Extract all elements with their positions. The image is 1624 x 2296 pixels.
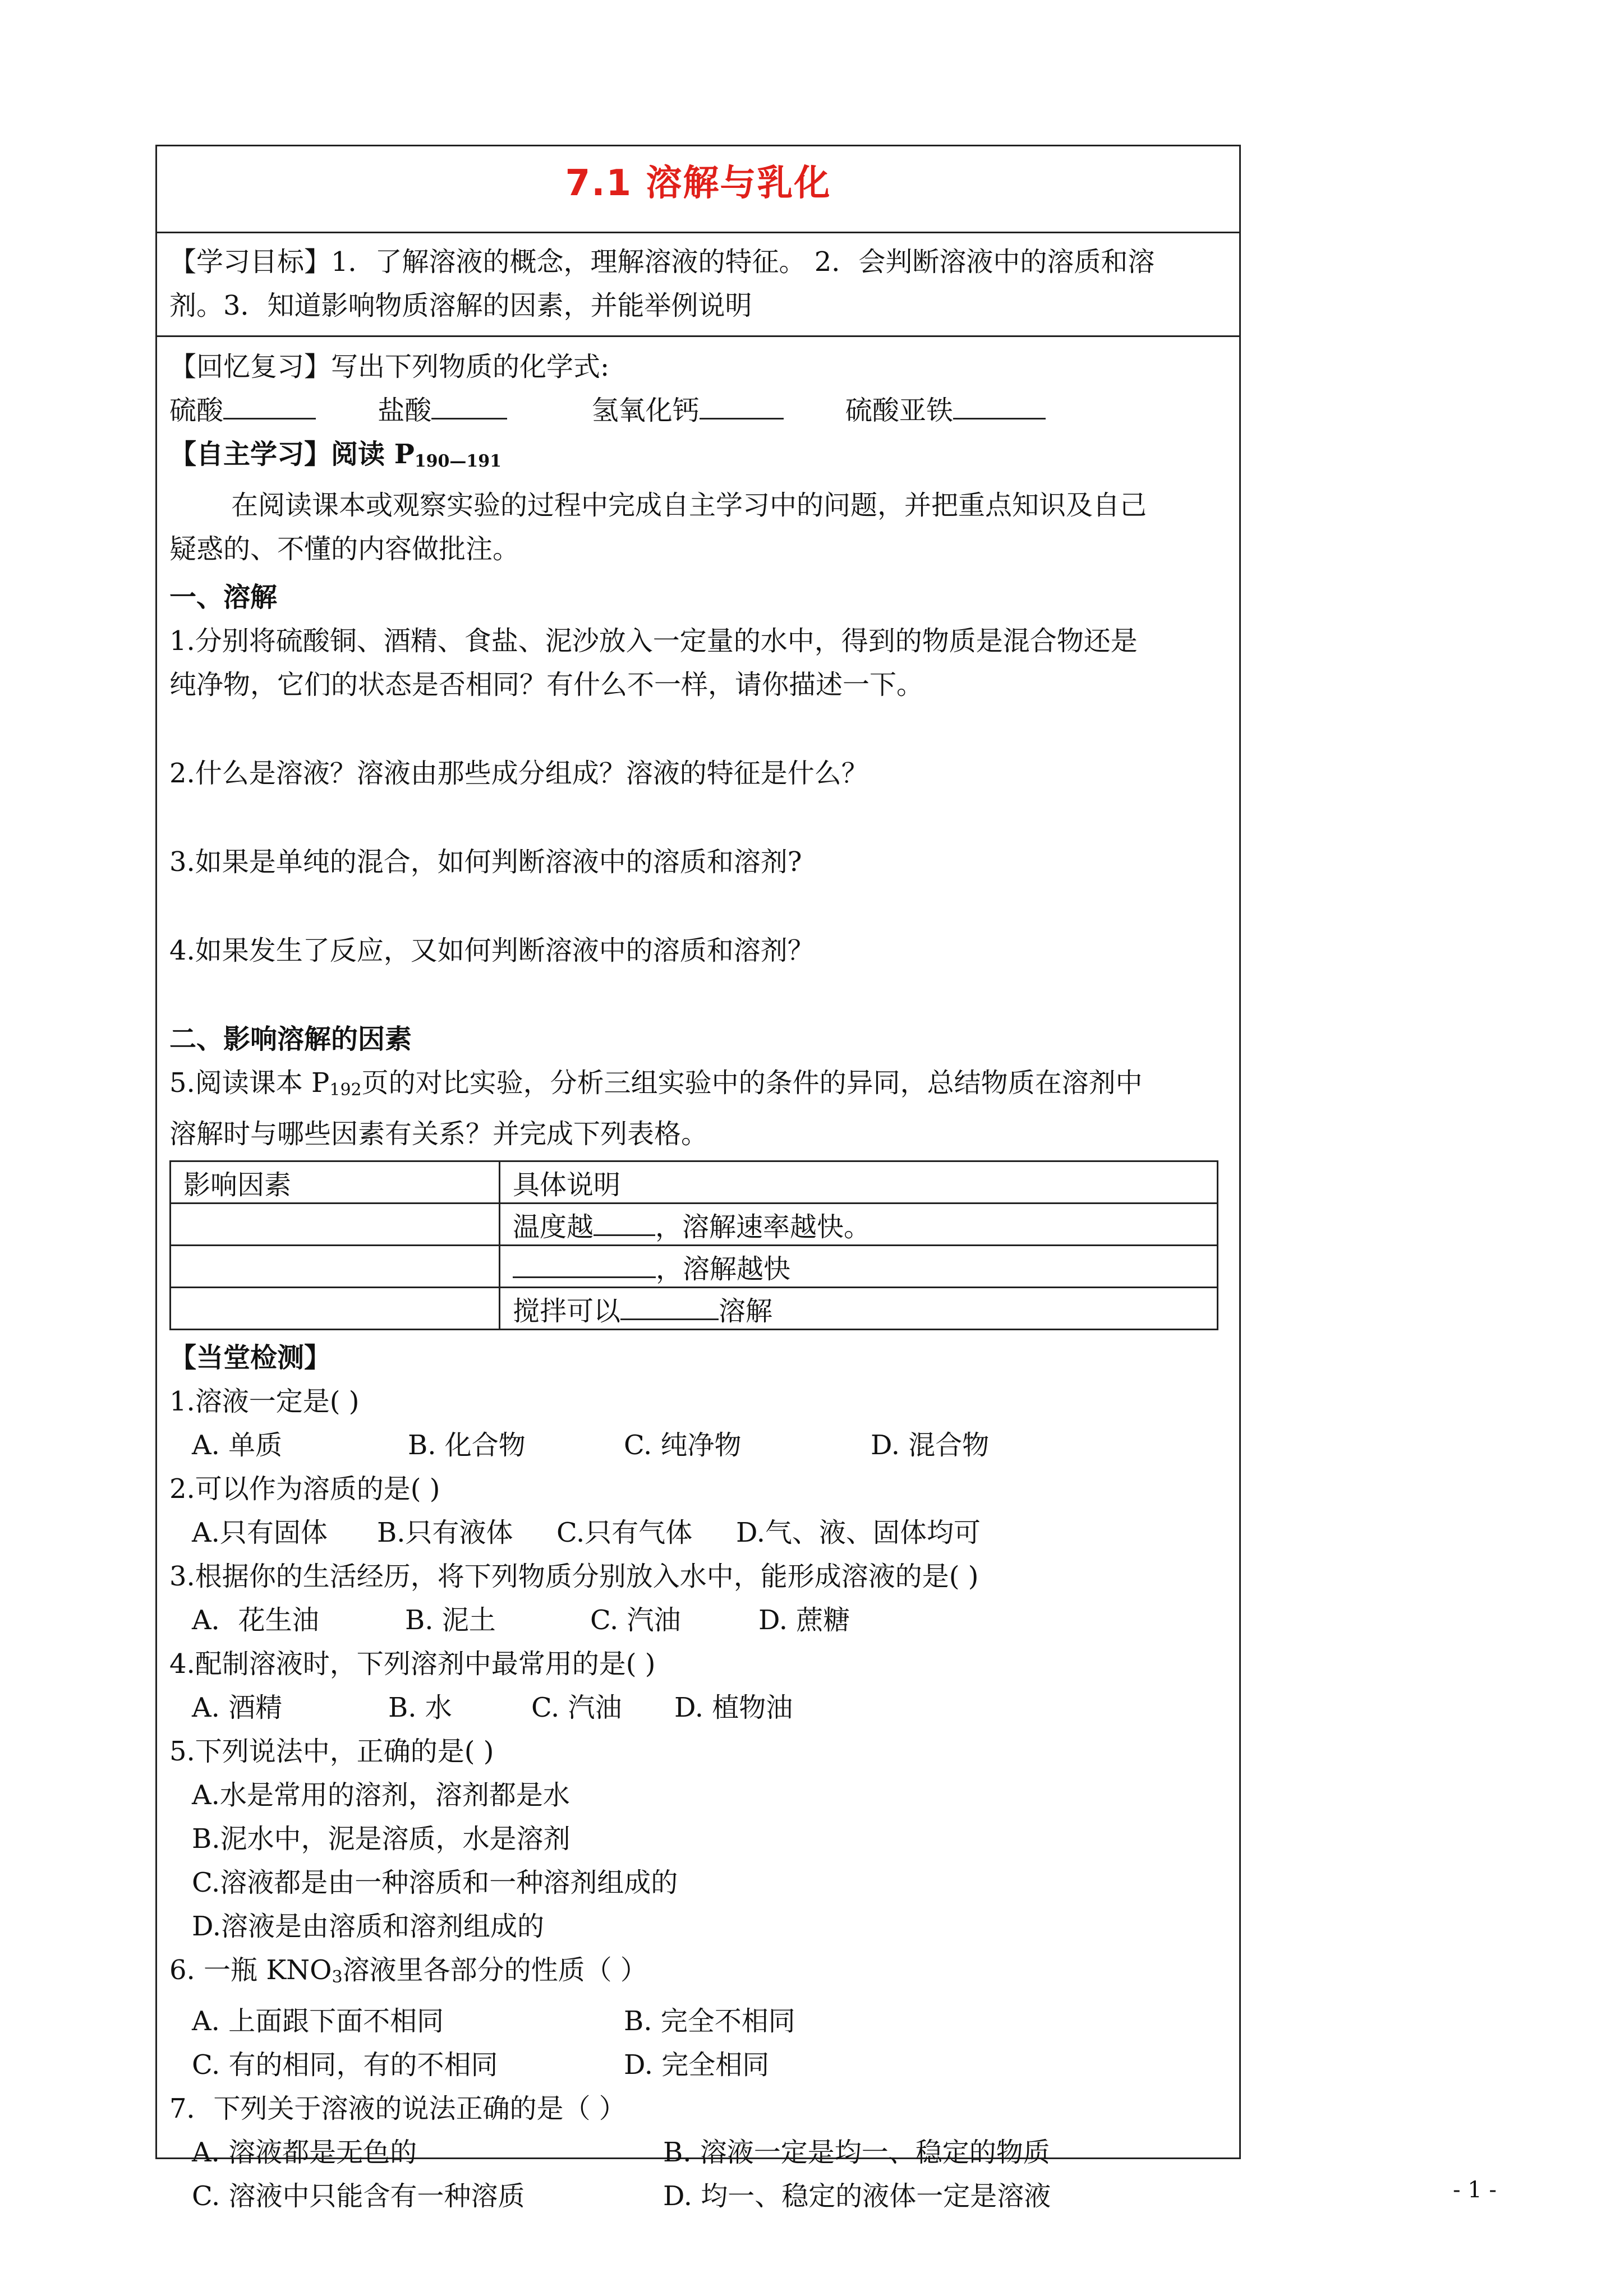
section1-heading: 一、溶解 [169, 582, 278, 613]
test-question-6-options-row-1 [169, 1999, 1229, 2043]
option[interactable]: C. 汽油 [531, 1692, 622, 1723]
option[interactable]: B. 化合物 [408, 1430, 526, 1461]
review-item: 硫酸亚铁 [845, 389, 1046, 432]
option[interactable]: B.泥水中，泥是溶质，水是溶剂 [192, 1823, 571, 1855]
page-number: - 1 - [1453, 2177, 1497, 2203]
review-item: 氢氧化钙 [592, 389, 784, 432]
option[interactable]: D.气、液、固体均可 [736, 1517, 981, 1548]
table-cell-detail: ，溶解越快 [500, 1246, 1218, 1288]
answer-blank[interactable] [431, 394, 507, 419]
test-question-3-options [169, 1598, 1229, 1642]
test-question-6: 6. 一瓶 $KNO_3$溶液里各部分的性质（ ） [169, 1954, 647, 1987]
test-heading: 【当堂检测】 [169, 1342, 332, 1373]
table-cell-detail: 搅拌可以 溶解 [500, 1288, 1218, 1330]
option[interactable]: A. 上面跟下面不相同 [192, 2005, 444, 2037]
option[interactable]: A. 酒精 [192, 1692, 283, 1723]
option[interactable]: B.只有液体 [377, 1517, 513, 1548]
option[interactable]: B. 泥土 [405, 1605, 496, 1636]
objectives-line-1: 【学习目标】1．了解溶液的概念，理解溶液的特征。 2．会判断溶液中的溶质和溶 [169, 246, 1155, 278]
option[interactable]: A.只有固体 [192, 1517, 328, 1548]
self-study-intro-2: 疑惑的、不懂的内容做批注。 [169, 533, 520, 565]
table-cell-detail: 温度越 ，溶解速率越快。 [500, 1204, 1218, 1246]
test-question-7-options-row-2 [169, 2174, 1229, 2218]
factor-table [169, 1160, 1218, 1330]
review-formula-row [169, 389, 1229, 432]
option[interactable]: A. 单质 [192, 1430, 283, 1461]
answer-blank[interactable] [223, 394, 316, 419]
option[interactable]: D. 蔗糖 [758, 1605, 850, 1636]
test-question-7: 7．下列关于溶液的说法正确的是（ ） [169, 2093, 626, 2124]
option[interactable]: D. 完全相同 [624, 2049, 770, 2081]
review-item: 盐酸 [378, 389, 507, 432]
test-question-4-options [169, 1686, 1229, 1730]
answer-blank[interactable] [594, 1211, 655, 1236]
test-question-2: 2.可以作为溶质的是( ) [169, 1473, 440, 1505]
table-row [171, 1204, 1218, 1246]
option[interactable]: D. 均一、稳定的液体一定是溶液 [663, 2180, 1051, 2212]
test-question-2-options [169, 1511, 1229, 1555]
option[interactable]: A．花生油 [192, 1605, 319, 1636]
option[interactable]: C. 汽油 [590, 1605, 681, 1636]
option[interactable]: D. 植物油 [674, 1692, 793, 1723]
table-row [171, 1246, 1218, 1288]
table-cell-factor[interactable] [171, 1288, 500, 1330]
option[interactable]: A.水是常用的溶剂，溶剂都是水 [192, 1779, 570, 1811]
test-question-7-options-row-1 [169, 2131, 1229, 2174]
table-header-cell: 具体说明 [500, 1161, 1218, 1204]
question-3: 3.如果是单纯的混合，如何判断溶液中的溶质和溶剂? [169, 846, 802, 878]
title-cell [157, 146, 1239, 233]
objectives-line-2: 剂。3．知道影响物质溶解的因素，并能举例说明 [169, 290, 752, 321]
worksheet-frame [155, 145, 1241, 2212]
option[interactable]: B. 水 [388, 1692, 452, 1723]
table-cell-factor[interactable] [171, 1246, 500, 1288]
self-study-heading: 【自主学习】阅读 $P_{190—191}$ [169, 439, 502, 471]
section2-heading: 二、影响溶解的因素 [169, 1023, 412, 1055]
table-row [171, 1288, 1218, 1330]
body-cell [157, 337, 1239, 2218]
page-title: 7.1 溶解与乳化 [565, 163, 831, 204]
option[interactable]: D. 混合物 [871, 1430, 990, 1461]
test-question-1: 1.溶液一定是( ) [169, 1386, 360, 1417]
table-header-row [171, 1161, 1218, 1204]
question-1-line-2: 纯净物，它们的状态是否相同？有什么不一样，请你描述一下。 [169, 669, 924, 700]
self-study-pages: 190—191 [414, 451, 502, 471]
test-question-1-options [169, 1423, 1229, 1467]
test-question-6-options-row-2 [169, 2043, 1229, 2087]
answer-blank[interactable] [513, 1253, 656, 1278]
test-question-4: 4.配制溶液时，下列溶剂中最常用的是( ) [169, 1648, 656, 1680]
answer-blank[interactable] [700, 394, 784, 419]
option[interactable]: C.溶液都是由一种溶质和一种溶剂组成的 [192, 1867, 678, 1898]
table-header-cell: 影响因素 [171, 1161, 500, 1204]
answer-blank[interactable] [620, 1295, 719, 1320]
question-4: 4.如果发生了反应，又如何判断溶液中的溶质和溶剂？ [169, 935, 815, 966]
option[interactable]: D.溶液是由溶质和溶剂组成的 [192, 1911, 545, 1942]
review-heading: 【回忆复习】写出下列物质的化学式: [169, 351, 610, 382]
test-question-5: 5.下列说法中，正确的是( ) [169, 1736, 494, 1767]
option[interactable]: C. 溶液中只能含有一种溶质 [192, 2180, 525, 2212]
review-item: 硫酸 [169, 389, 316, 432]
objectives-cell [157, 233, 1239, 337]
option[interactable]: C. 纯净物 [624, 1430, 742, 1461]
option[interactable]: B. 溶液一定是均一、稳定的物质 [663, 2137, 1050, 2168]
self-study-intro-1: 在阅读课本或观察实验的过程中完成自主学习中的问题，并把重点知识及自己 [231, 490, 1147, 521]
option[interactable]: C. 有的相同，有的不相同 [192, 2049, 498, 2081]
question-1-line-1: 1.分别将硫酸铜、酒精、食盐、泥沙放入一定量的水中，得到的物质是混合物还是 [169, 625, 1138, 657]
option[interactable]: A. 溶液都是无色的 [192, 2137, 417, 2168]
option[interactable]: B. 完全不相同 [624, 2005, 795, 2037]
answer-blank[interactable] [953, 394, 1046, 419]
question-2: 2.什么是溶液？溶液由那些成分组成？溶液的特征是什么？ [169, 758, 868, 789]
option[interactable]: C.只有气体 [556, 1517, 693, 1548]
question-5-line-1: 5.阅读课本 $P_{192}$页的对比实验，分析三组实验中的条件的异同，总结物质在溶剂中 [169, 1067, 1143, 1100]
table-cell-factor[interactable] [171, 1204, 500, 1246]
question-5-line-2: 溶解时与哪些因素有关系？并完成下列表格。 [169, 1118, 709, 1150]
test-question-3: 3.根据你的生活经历，将下列物质分别放入水中，能形成溶液的是( ) [169, 1561, 979, 1592]
